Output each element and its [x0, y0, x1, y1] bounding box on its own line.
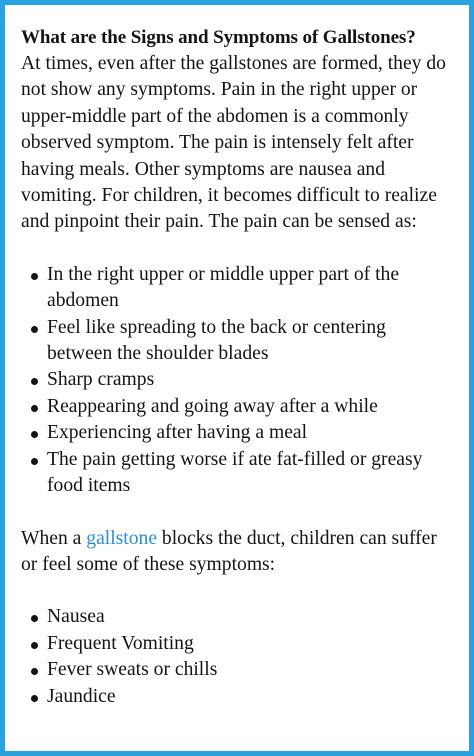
article-title: What are the Signs and Symptoms of Gallstones?	[21, 27, 416, 48]
list-item	[21, 657, 451, 683]
duct-blockage-paragraph	[21, 526, 451, 579]
child-symptom-list	[21, 604, 451, 710]
list-item-text: Experiencing after having a meal	[47, 422, 308, 444]
list-item	[21, 262, 451, 315]
list-item-text: In the right upper or middle upper part of the abdomen	[47, 263, 400, 312]
bullet-icon	[31, 378, 38, 385]
bullet-icon	[31, 695, 38, 702]
list-item	[21, 420, 451, 446]
bullet-icon	[31, 668, 38, 675]
list-item-text: Nausea	[47, 606, 105, 628]
list-item-text: Reappearing and going away after a while	[47, 395, 378, 417]
gallstone-link[interactable]: gallstone	[86, 527, 158, 549]
pain-location-list	[21, 262, 451, 500]
list-item	[21, 631, 451, 657]
list-item-text: Sharp cramps	[47, 369, 155, 391]
bullet-icon	[31, 615, 38, 622]
list-item	[21, 367, 451, 393]
paragraph-text-before: When a	[21, 527, 87, 549]
list-item	[21, 684, 451, 710]
list-item-text: Jaundice	[47, 685, 116, 707]
list-item-text: Frequent Vomiting	[47, 632, 194, 654]
bullet-icon	[31, 273, 38, 280]
list-item	[21, 394, 451, 420]
bullet-icon	[31, 431, 38, 438]
bullet-icon	[31, 458, 38, 465]
list-item	[21, 604, 451, 630]
paragraph-text-after: blocks the duct, children can suffer or feel some of these symptoms:	[21, 527, 437, 575]
bullet-icon	[31, 405, 38, 412]
list-item-text: The pain getting worse if ate fat-filled or greasy food items	[47, 448, 423, 497]
intro-paragraph: At times, even after the gallstones are formed, they do not show any symptoms. Pain in the right upper or upper-middle part of the abdomen is a commonly observed symptom. The pain is intensely felt after having meals. Other symptoms are nausea and vomiting. For children, it becomes difficult to realize and pinpoint their pain. The pain can be sensed as:	[21, 53, 446, 233]
bullet-icon	[31, 642, 38, 649]
list-item-text: Feel like spreading to the back or centering between the shoulder blades	[47, 316, 386, 365]
list-item	[21, 315, 451, 368]
list-item-text: Fever sweats or chills	[47, 659, 218, 681]
bullet-icon	[31, 326, 38, 333]
list-item	[21, 447, 451, 500]
